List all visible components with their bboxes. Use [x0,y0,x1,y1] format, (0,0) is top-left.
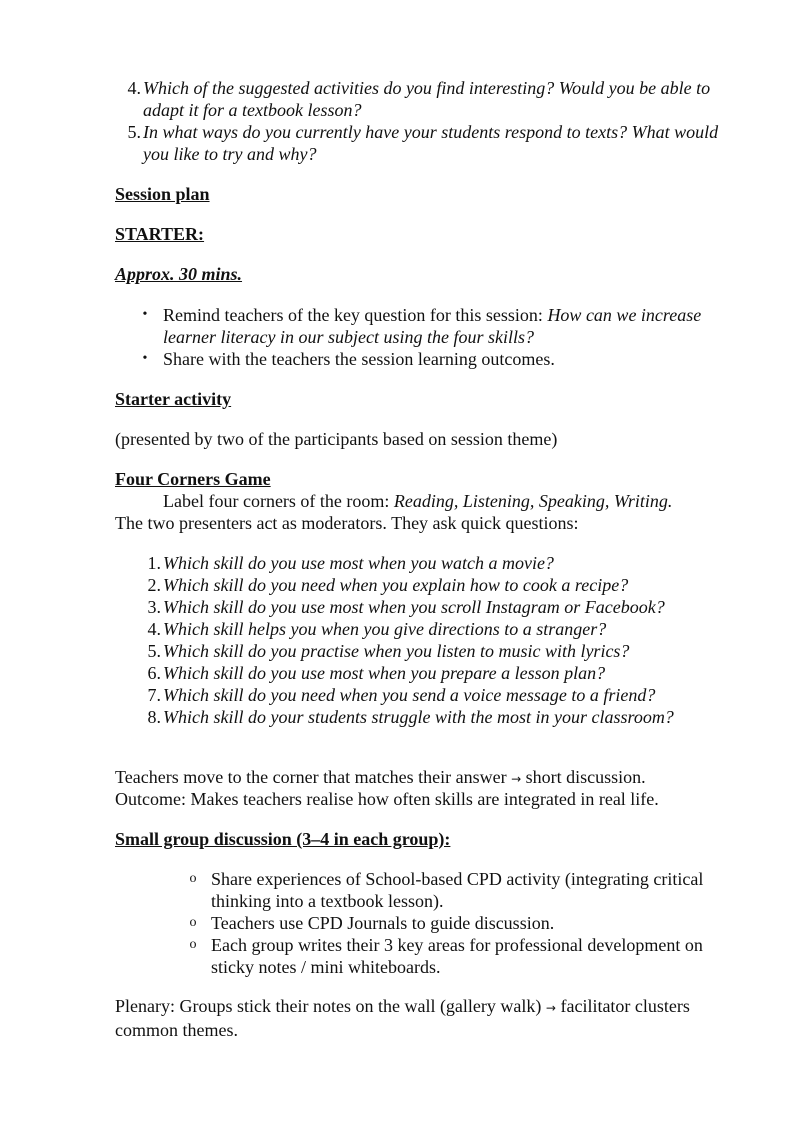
skill-question-item [147,618,753,640]
skill-question-text: Which skill do your students struggle with the most in your classroom? [163,707,674,727]
skill-question-list [147,552,753,728]
starter-activity-heading: Starter activity [115,389,232,409]
list-item [142,304,743,348]
move-text: Teachers move to the corner that matches their answer [115,767,512,787]
right-arrow-icon: → [511,772,522,786]
skill-question-item [147,552,753,574]
four-corners-heading: Four Corners Game [115,469,271,489]
circle-bullet-glyph: o [189,871,197,886]
list-number: 1. [147,553,161,573]
starter-activity-note: (presented by two of the participants based on session theme) [115,429,558,449]
list-number: 5. [147,641,161,661]
skill-question-item [147,662,753,684]
list-item-text: Teachers use CPD Journals to guide discussion. [211,913,555,933]
list-item [142,348,743,370]
starter-heading: STARTER: [115,224,205,244]
outcome-line: Outcome: Makes teachers realise how often skills are integrated in real life. [115,789,659,809]
skill-question-text: Which skill do you need when you explain how to cook a recipe? [163,575,629,595]
skill-question-text: Which skill do you use most when you prepare a lesson plan? [163,663,606,683]
skill-question-text: Which skill do you use most when you scroll Instagram or Facebook? [163,597,665,617]
approx-time: Approx. 30 mins. [115,264,243,284]
circle-bullet-glyph: o [189,915,197,930]
starter-bullet-list [142,304,743,370]
intro-question-item [127,121,743,165]
skill-names: Reading, Listening, Speaking, Writing. [393,491,673,511]
skill-question-text: Which skill helps you when you give directions to a stranger? [163,619,607,639]
list-number: 4. [147,619,161,639]
plenary-text-after: facilitator clusters common themes. [115,996,690,1040]
intro-question-list [127,77,743,165]
list-item [189,934,741,978]
skill-question-item [147,574,753,596]
four-corners-label-line [163,490,763,512]
bullet-text: Share with the teachers the session learning outcomes. [163,349,555,369]
skill-question-text: Which skill do you need when you send a voice message to a friend? [163,685,656,705]
key-question: How can we increase learner literacy in our subject using the four skills? [163,305,702,347]
list-item [189,868,741,912]
session-plan-heading: Session plan [115,184,210,204]
intro-question-item [127,77,743,121]
move-text-after: short discussion. [521,767,646,787]
small-group-list [189,868,741,978]
list-number: 2. [147,575,161,595]
circle-bullet-glyph: o [189,937,197,952]
list-item-text: Share experiences of School-based CPD activity (integrating critical thinking into a textbook lesson). [211,869,704,911]
list-number: 4. [127,78,141,98]
bullet-glyph: • [142,351,148,366]
four-corners-moderators: The two presenters act as moderators. They ask quick questions: [115,513,579,533]
small-group-heading: Small group discussion (3–4 in each group): [115,829,451,849]
skill-question-text: Which skill do you use most when you watch a movie? [163,553,554,573]
list-item-text: Each group writes their 3 key areas for professional development on sticky notes / mini whiteboards. [211,935,703,977]
plenary-text: Plenary: Groups stick their notes on the wall (gallery walk) [115,996,546,1016]
list-item [189,912,741,934]
intro-question-text: Which of the suggested activities do you find interesting? Would you be able to adapt it for a textbook lesson? [143,78,711,120]
right-arrow-icon: → [545,1001,556,1015]
list-number: 8. [147,707,161,727]
list-number: 7. [147,685,161,705]
label-prefix: Label four corners of the room: [163,491,394,511]
skill-question-item [147,640,753,662]
list-number: 3. [147,597,161,617]
intro-question-text: In what ways do you currently have your students respond to texts? What would you like to try and why? [143,122,719,164]
list-number: 6. [147,663,161,683]
bullet-glyph: • [142,307,148,322]
plenary-paragraph [115,995,740,1041]
skill-question-item [147,706,753,728]
list-number: 5. [127,122,141,142]
move-line [115,766,755,790]
bullet-text: Remind teachers of the key question for this session: [163,305,548,325]
skill-question-item [147,596,753,618]
skill-question-item [147,684,753,706]
skill-question-text: Which skill do you practise when you listen to music with lyrics? [163,641,630,661]
